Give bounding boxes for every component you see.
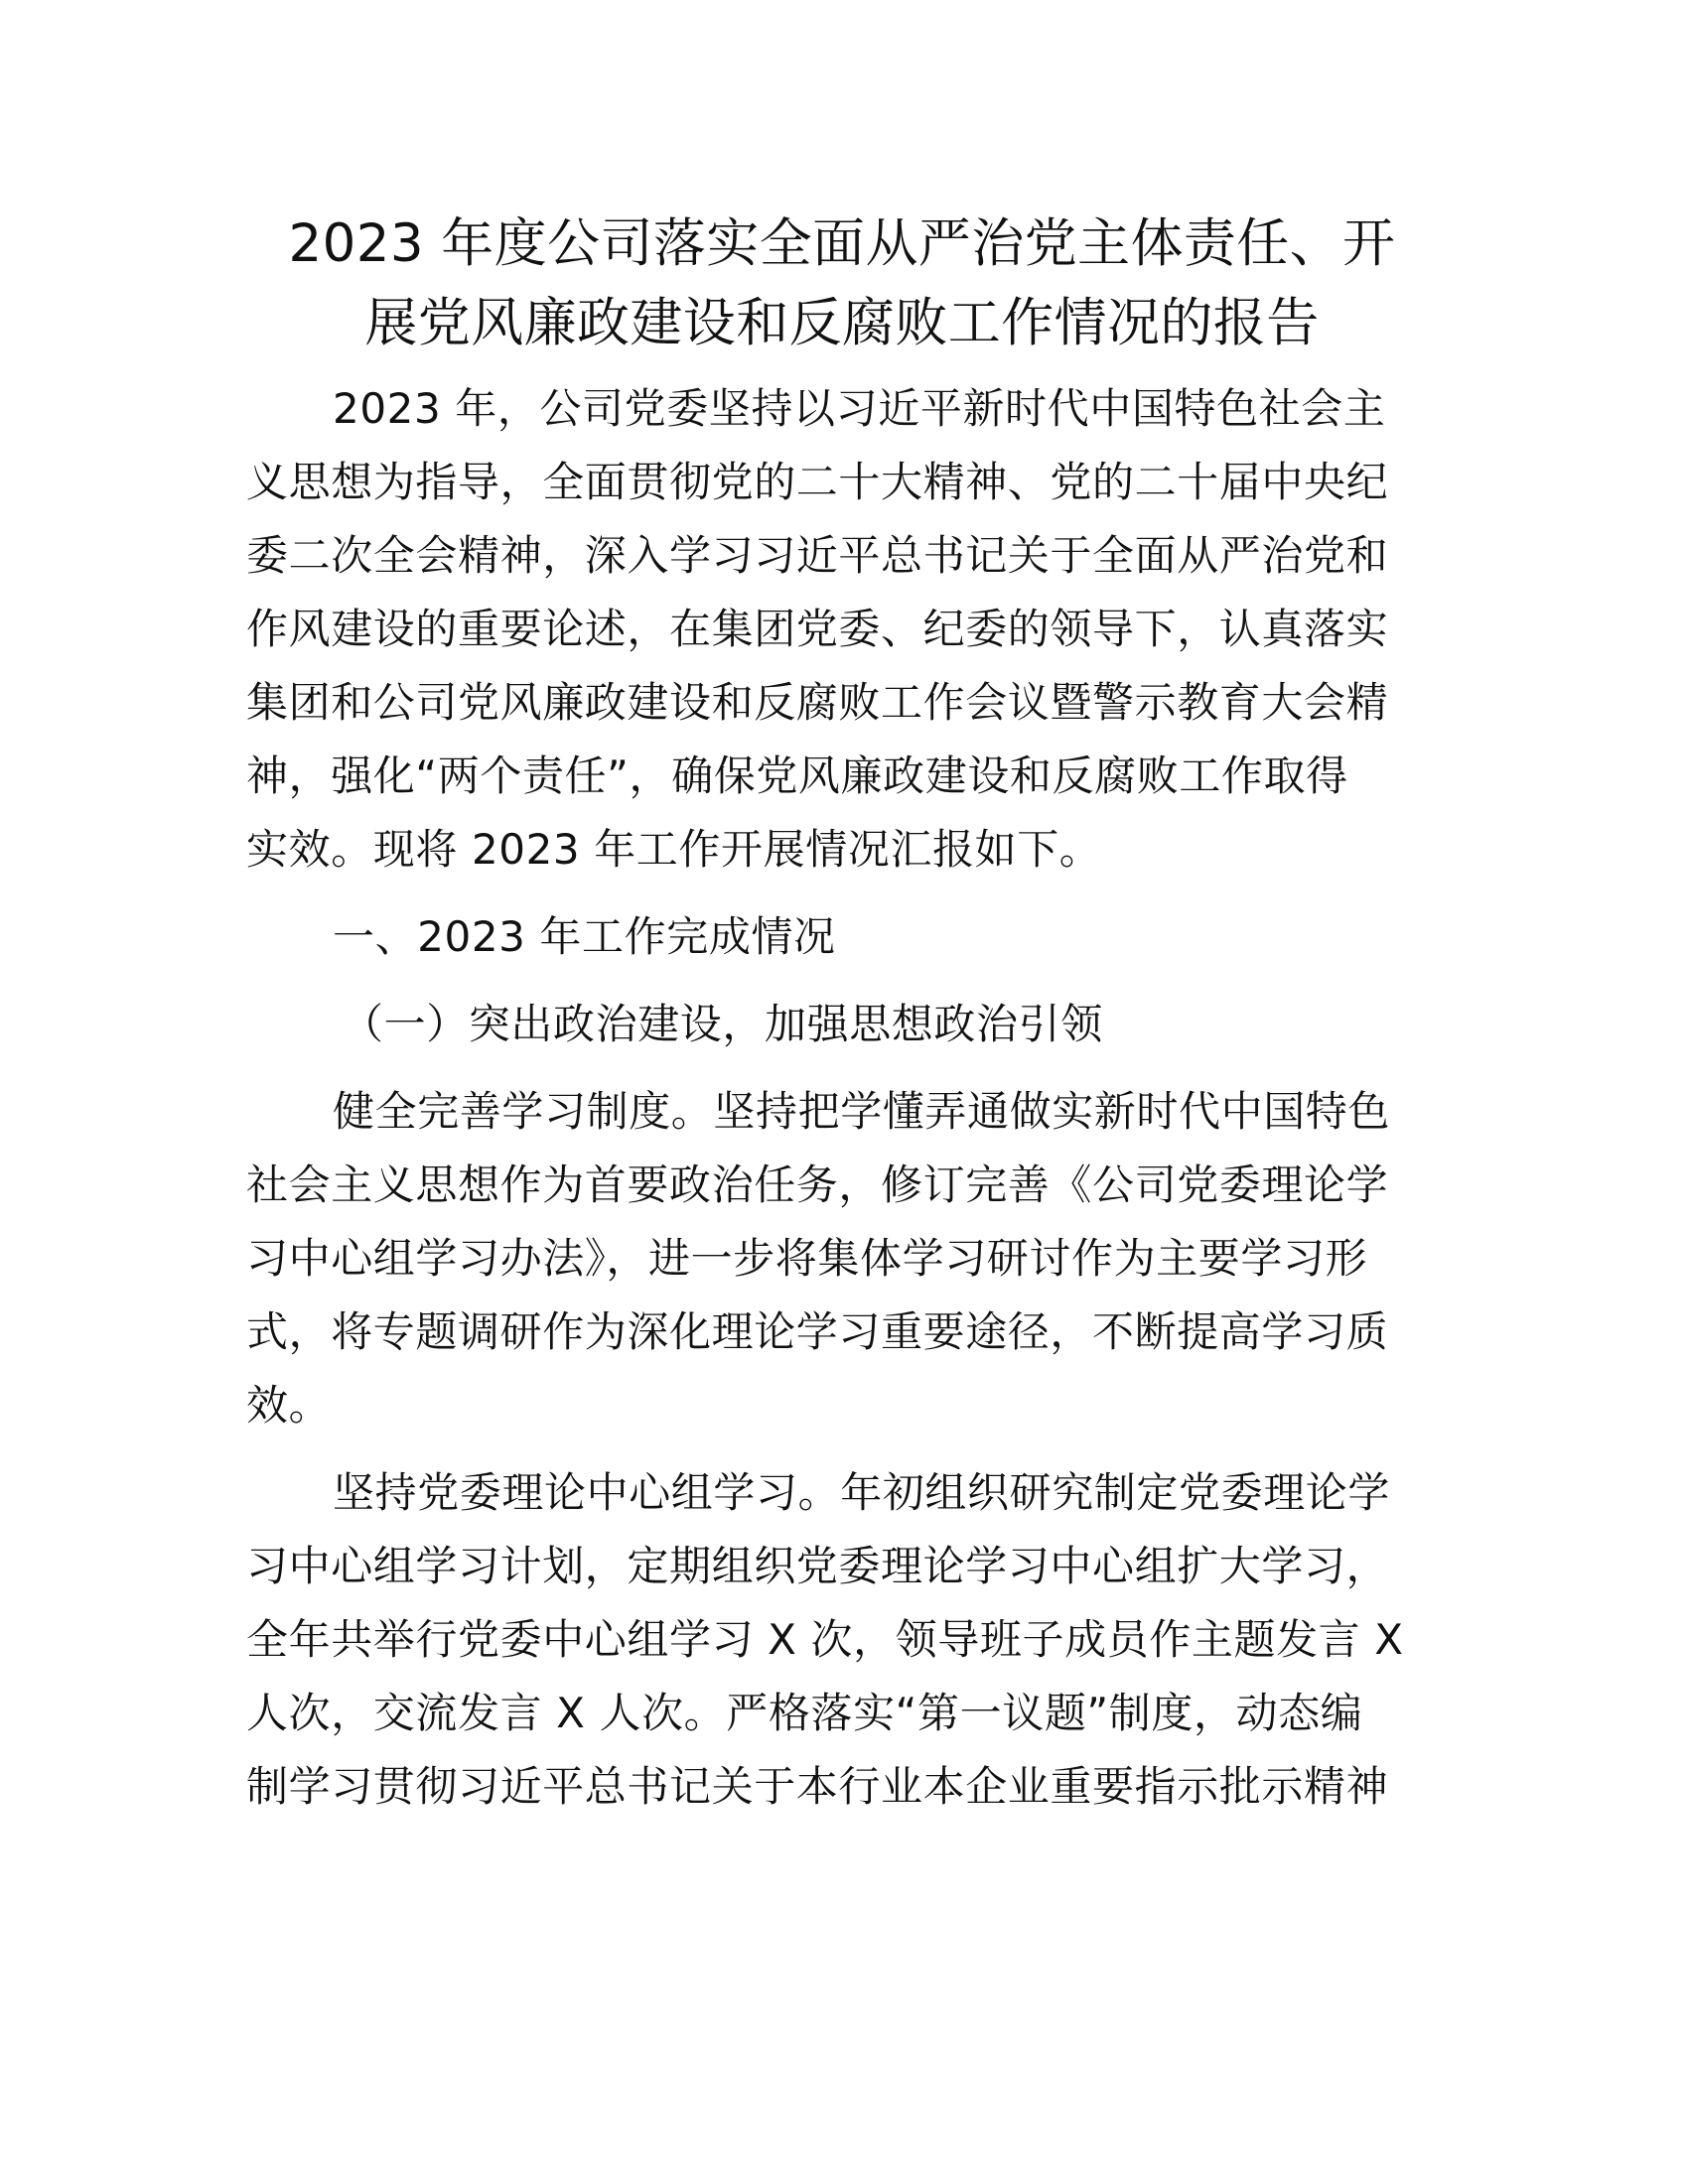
report-title [246,205,1438,363]
intro-paragraph [246,372,1448,887]
text-line: 作风建设的重要论述，在集团党委、纪委的领导下，认真落实 [246,605,1389,653]
text-line: 制学习贯彻习近平总书记关于本行业本企业重要指示批示精神 [246,1762,1389,1811]
paragraph-spacer [246,1442,1448,1456]
text-line: 2023 年，公司党委坚持以习近平新时代中国特色社会主 [333,384,1386,433]
text-line: 神，强化“两个责任”，确保党风廉政建设和反腐败工作取得 [246,751,1348,800]
title-line: 2023 年度公司落实全面从严治党主体责任、开 [288,213,1396,274]
subsection-heading: （一）突出政治建设，加强思想政治引领 [342,1000,1103,1048]
paragraph-spacer [246,974,1448,988]
text-line: 效。 [246,1381,332,1430]
text-line: 集团和公司党风廉政建设和反腐败工作会议暨警示教育大会精 [246,678,1389,727]
body-paragraph [246,1456,1448,1824]
paragraph-spacer [246,1061,1448,1075]
body-paragraph [246,1075,1448,1442]
title-line: 展党风廉政建设和反腐败工作情况的报告 [364,293,1320,353]
text-line: 社会主义思想作为首要政治任务，修订完善《公司党委理论学 [246,1160,1389,1209]
text-line: 委二次全会精神，深入学习习近平总书记关于全面从严治党和 [246,531,1389,580]
text-line: 实效。现将 2023 年工作开展情况汇报如下。 [246,825,1102,874]
section-heading: 一、2023 年工作完成情况 [333,912,836,961]
text-line: 式，将专题调研作为深化理论学习重要途径，不断提高学习质 [246,1307,1389,1356]
text-line: 全年共举行党委中心组学习 X 次，领导班子成员作主题发言 X [246,1615,1404,1664]
report-body [246,372,1448,1824]
text-line: 习中心组学习计划，定期组织党委理论学习中心组扩大学习， [246,1542,1389,1590]
text-line: 健全完善学习制度。坚持把学懂弄通做实新时代中国特色 [333,1087,1391,1136]
text-line: 坚持党委理论中心组学习。年初组织研究制定党委理论学 [333,1468,1391,1517]
text-line: 义思想为指导，全面贯彻党的二十大精神、党的二十届中央纪 [246,458,1389,506]
text-line: 人次，交流发言 X 人次。严格落实“第一议题”制度，动态编 [246,1689,1363,1737]
paragraph-spacer [246,887,1448,900]
text-line: 习中心组学习办法》，进一步将集体学习研讨作为主要学习形 [246,1234,1368,1283]
